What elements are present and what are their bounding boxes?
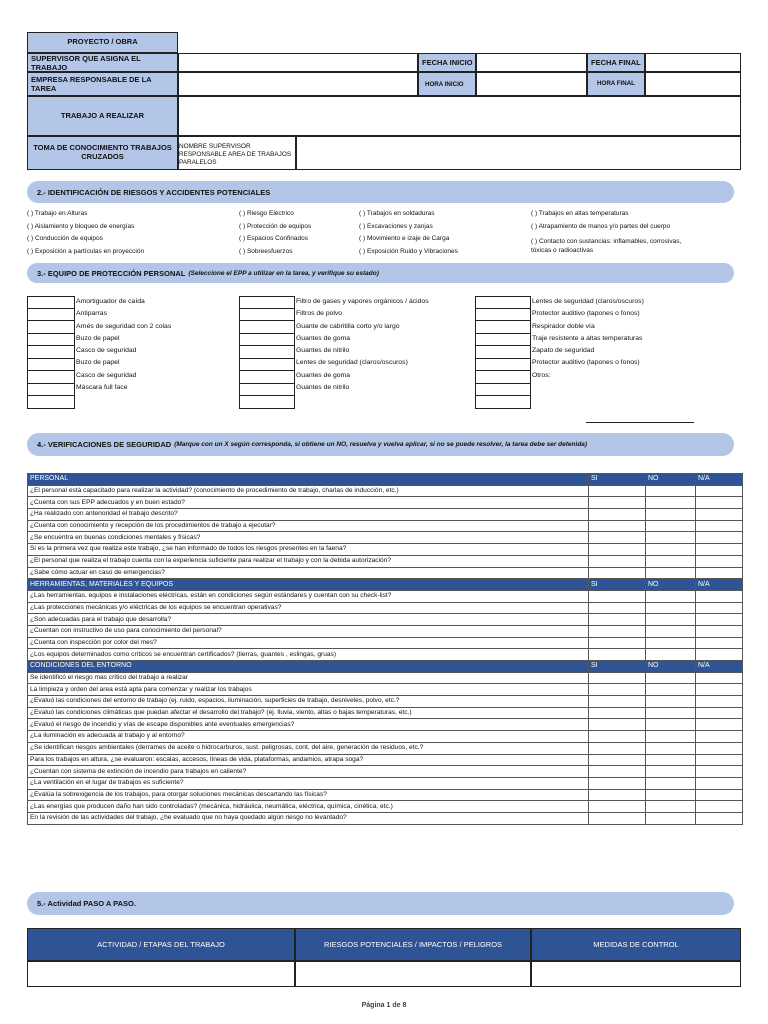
risk-item[interactable]: ( ) Aislamiento y bloqueo de energías [27, 222, 135, 230]
risk-item[interactable]: ( ) Protección de equipos [239, 222, 312, 230]
na-cell[interactable] [696, 532, 743, 544]
no-cell[interactable] [646, 567, 696, 579]
na-cell[interactable] [696, 625, 743, 637]
si-cell[interactable] [589, 777, 646, 789]
na-cell[interactable] [696, 742, 743, 754]
no-cell[interactable] [646, 754, 696, 766]
si-cell[interactable] [589, 742, 646, 754]
epp-item: Guante de cabritilla corto y/o largo [296, 322, 400, 330]
na-cell[interactable] [696, 754, 743, 766]
otros-line[interactable] [586, 422, 694, 423]
no-cell[interactable] [646, 789, 696, 801]
na-cell[interactable] [696, 719, 743, 731]
na-cell[interactable] [696, 637, 743, 649]
na-cell[interactable] [696, 614, 743, 626]
section-3-title: 3.- EQUIPO DE PROTECCIÓN PERSONAL [37, 268, 186, 278]
epp-checkbox[interactable] [475, 359, 531, 372]
question-cell: ¿Cuenta con conocimiento y recepción de los procedimientos de trabajo a ejecutar? [28, 520, 589, 532]
hora-inicio-field[interactable] [476, 72, 587, 96]
risk-column-3 [359, 208, 458, 258]
table-row [28, 731, 743, 743]
question-cell: ¿El personal está capacitado para realizar la actividad? (conocimiento de procedimiento de trabajo, charlas de inducción, etc.) [28, 485, 589, 497]
no-cell[interactable] [646, 696, 696, 708]
table-row [28, 696, 743, 708]
risk-item[interactable]: ( ) Espacios Confinados [239, 235, 309, 242]
group-title: CONDICIONES DEL ENTORNO [28, 661, 589, 673]
si-cell[interactable] [589, 719, 646, 731]
question-cell: ¿Las herramientas, equipos e instalaciones eléctricas, están en condiciones según estándares y cuentan con su check-list? [28, 590, 589, 602]
epp-item: Máscara full face [76, 384, 128, 392]
epp-checkbox[interactable] [239, 371, 295, 384]
epp-item: Otros: [532, 371, 551, 379]
no-cell[interactable] [646, 555, 696, 567]
question-cell: ¿Evaluó las condiciones climáticas que puedan afectar el desarrollo del trabajo? (ej. lluvia, viento, altas o bajas temperaturas, etc.) [28, 707, 589, 719]
si-header: SI [589, 661, 646, 673]
question-cell: ¿Evaluó el riesgo de incendio y vías de escape disponibles ante eventuales emergencias? [28, 719, 589, 731]
si-cell[interactable] [589, 649, 646, 661]
epp-checkbox[interactable] [27, 321, 75, 334]
section-4-title: 4.- VERIFICACIONES DE SEGURIDAD [37, 440, 172, 449]
epp-checkbox[interactable] [27, 296, 75, 309]
table-row [28, 602, 743, 614]
na-cell[interactable] [696, 602, 743, 614]
no-cell[interactable] [646, 532, 696, 544]
epp-column-1 [76, 296, 171, 394]
group-header-row [28, 579, 743, 591]
no-cell[interactable] [646, 614, 696, 626]
section-2-header [27, 181, 734, 203]
question-cell: ¿Evaluó las condiciones del entorno de trabajo (ej. ruido, espacios, iluminación, superficies de trabajo, desniveles, polvo, etc.? [28, 696, 589, 708]
risk-item[interactable]: ( ) Riesgo Eléctrico [239, 210, 294, 217]
risks-cell[interactable] [295, 961, 531, 987]
no-header: NO [646, 579, 696, 591]
question-cell: ¿Cuentan con sistema de extinción de incendio para trabajos en caliente? [28, 766, 589, 778]
risk-item[interactable]: ( ) Trabajo en Alturas [27, 210, 88, 217]
epp-checkbox[interactable] [239, 321, 295, 334]
proyecto-label: PROYECTO / OBRA [27, 32, 178, 53]
na-cell[interactable] [696, 555, 743, 567]
question-cell: ¿Sabe cómo actuar en caso de emergencias? [28, 567, 589, 579]
si-cell[interactable] [589, 485, 646, 497]
table-row [28, 520, 743, 532]
si-cell[interactable] [589, 520, 646, 532]
table-row [28, 766, 743, 778]
si-cell[interactable] [589, 590, 646, 602]
hora-final-label: HORA FINAL [587, 72, 645, 96]
na-cell[interactable] [696, 649, 743, 661]
table-row [28, 672, 743, 684]
no-cell[interactable] [646, 684, 696, 696]
supervisor-field[interactable] [178, 53, 418, 72]
table-row [28, 497, 743, 509]
fecha-inicio-label: FECHA INICIO [418, 53, 476, 72]
si-cell[interactable] [589, 766, 646, 778]
question-cell: En la revisión de las actividades del trabajo, ¿he evaluado que no haya quedado algún riesgo no levantado? [28, 812, 589, 824]
empresa-field[interactable] [178, 72, 418, 96]
epp-checkbox[interactable] [27, 359, 75, 372]
epp-checkbox-column-2 [239, 296, 295, 409]
epp-item: Guantes de nitrilo [296, 347, 350, 355]
si-cell[interactable] [589, 812, 646, 824]
epp-checkbox[interactable] [475, 321, 531, 334]
no-cell[interactable] [646, 777, 696, 789]
nombre-supervisor-field[interactable] [296, 136, 741, 170]
table-row [28, 801, 743, 813]
question-cell: ¿Cuentan con instructivo de uso para conocimiento del personal? [28, 625, 589, 637]
no-cell[interactable] [646, 625, 696, 637]
epp-checkbox[interactable] [475, 371, 531, 384]
fecha-inicio-field[interactable] [476, 53, 587, 72]
epp-item: Guantes de goma [296, 334, 351, 342]
epp-item: Protector auditivo (tapones o fonos) [532, 310, 640, 318]
no-cell[interactable] [646, 590, 696, 602]
section-5-header [27, 892, 734, 915]
epp-checkbox[interactable] [27, 334, 75, 347]
epp-checkbox[interactable] [27, 384, 75, 397]
trabajo-field[interactable] [178, 96, 741, 136]
no-cell[interactable] [646, 707, 696, 719]
epp-checkbox[interactable] [475, 396, 531, 409]
question-cell: Se identificó el riesgo mas crítico del trabajo a realizar [28, 672, 589, 684]
question-cell: ¿Las energías que producen daño han sido controladas? (mecánica, hidráulica, neumática, eléctrica, química, cinética, etc.) [28, 801, 589, 813]
group-title: HERRAMIENTAS, MATERIALES Y EQUIPOS [28, 579, 589, 591]
question-cell: ¿La ventilación en el lugar de trabajos es suficiente? [28, 777, 589, 789]
group-header-row [28, 474, 743, 486]
risk-column-4 [531, 208, 681, 255]
question-cell: ¿El personal que realiza el trabajo cuenta con la experiencia suficiente para realizar el trabajo y con la debida autorización? [28, 555, 589, 567]
table-row [28, 509, 743, 521]
empresa-label: EMPRESA RESPONSABLE DE LA TAREA [27, 72, 178, 96]
na-cell[interactable] [696, 696, 743, 708]
table-row [28, 637, 743, 649]
table-row [28, 812, 743, 824]
risk-item[interactable]: ( ) Atrapamiento de manos y/o partes del cuerpo [531, 222, 671, 230]
risks-column-header: RIESGOS POTENCIALES / IMPACTOS / PELIGROS [295, 928, 531, 961]
epp-checkbox[interactable] [27, 371, 75, 384]
table-row [28, 684, 743, 696]
no-cell[interactable] [646, 637, 696, 649]
risk-item[interactable]: ( ) Contacto con sustancias: inflamables, corrosivas, [531, 238, 682, 245]
epp-item: Guantes de goma [296, 371, 351, 379]
risk-item-continued: tóxicas o radioactivas [531, 247, 594, 254]
question-cell: ¿Evalúa la sobrexigencia de los trabajos, para otorgar soluciones mecánicas descartando las físicas? [28, 789, 589, 801]
table-row [28, 754, 743, 766]
epp-item: Lentes de seguridad (claros/oscuros) [532, 298, 644, 305]
nombre-supervisor-line2: RESPONSABLE AREA DE TRABAJOS [179, 151, 292, 158]
table-row [28, 532, 743, 544]
fecha-final-field[interactable] [645, 53, 741, 72]
risk-column-1 [27, 208, 144, 258]
risk-item[interactable]: ( ) Trabajos en soldaduras [359, 210, 435, 217]
na-cell[interactable] [696, 497, 743, 509]
si-cell[interactable] [589, 789, 646, 801]
epp-column-2 [296, 296, 429, 394]
epp-item: Casco de seguridad [76, 347, 137, 355]
section-3-subtitle: (Seleccione el EPP a utilizar en la tarea, y verifique su estado) [188, 269, 379, 277]
si-cell[interactable] [589, 532, 646, 544]
trabajo-label: TRABAJO A REALIZAR [27, 96, 178, 136]
no-cell[interactable] [646, 497, 696, 509]
epp-checkbox[interactable] [475, 309, 531, 322]
nombre-supervisor-line1: NOMBRE SUPERVISOR [179, 143, 251, 150]
epp-checkbox[interactable] [239, 346, 295, 359]
epp-checkbox[interactable] [239, 384, 295, 397]
risk-item[interactable]: ( ) Trabajos en altas temperaturas [531, 210, 629, 217]
question-cell: ¿Cuenta con sus EPP adecuados y en buen estado? [28, 497, 589, 509]
toma-label: TOMA DE CONOCIMIENTO TRABAJOS CRUZADOS [27, 136, 178, 170]
hora-inicio-label: HORA INICIO [418, 72, 476, 96]
risk-item[interactable]: ( ) Exposición Ruido y Vibraciones [359, 247, 458, 255]
section-4-subtitle: (Marque con un X según corresponda, si obtiene un NO, resuelva y vuelva aplicar, si no se puede resolver, la tarea debe ser detenida) [174, 441, 588, 448]
table-row [28, 789, 743, 801]
page-number: Página 1 de 8 [361, 1002, 407, 1009]
si-cell[interactable] [589, 544, 646, 556]
group-header-row [28, 661, 743, 673]
na-header: N/A [696, 661, 743, 673]
na-cell[interactable] [696, 801, 743, 813]
risk-item[interactable]: ( ) Excavaciones y zanjas [359, 222, 433, 230]
na-cell[interactable] [696, 684, 743, 696]
epp-item: Protector auditivo (tapones o fonos) [532, 359, 640, 367]
epp-checkbox[interactable] [239, 359, 295, 372]
si-cell[interactable] [589, 684, 646, 696]
no-cell[interactable] [646, 509, 696, 521]
nombre-supervisor-label [178, 136, 296, 170]
table-row [28, 742, 743, 754]
epp-item: Traje resistente a altas temperaturas [532, 334, 643, 342]
na-cell[interactable] [696, 509, 743, 521]
risk-item[interactable]: ( ) Movimiento e izaje de Carga [359, 235, 450, 242]
question-cell: ¿Son adecuadas para el trabajo que desarrolla? [28, 614, 589, 626]
epp-item: Guantes de nitrilo [296, 384, 350, 392]
question-cell: ¿La iluminación es adecuada al trabajo y al entorno? [28, 731, 589, 743]
na-cell[interactable] [696, 777, 743, 789]
no-cell[interactable] [646, 801, 696, 813]
epp-item: Respirador doble vía [532, 322, 595, 330]
na-cell[interactable] [696, 672, 743, 684]
epp-item: Casco de seguridad [76, 371, 137, 379]
no-cell[interactable] [646, 649, 696, 661]
no-cell[interactable] [646, 719, 696, 731]
epp-item: Antiparras [76, 310, 107, 318]
epp-item: Buzo de papel [76, 359, 120, 367]
table-row [28, 777, 743, 789]
epp-item: Amortiguador de caída [76, 298, 145, 305]
control-column-header: MEDIDAS DE CONTROL [531, 928, 741, 961]
epp-checkbox-column-3 [475, 296, 531, 409]
epp-item: Filtros de polvo [296, 310, 343, 318]
na-cell[interactable] [696, 766, 743, 778]
epp-checkbox[interactable] [475, 296, 531, 309]
epp-checkbox[interactable] [27, 346, 75, 359]
table-row [28, 544, 743, 556]
si-cell[interactable] [589, 754, 646, 766]
risk-item[interactable]: ( ) Conducción de equipos [27, 235, 103, 242]
si-cell[interactable] [589, 614, 646, 626]
na-cell[interactable] [696, 812, 743, 824]
epp-checkbox[interactable] [239, 396, 295, 409]
na-cell[interactable] [696, 789, 743, 801]
si-cell[interactable] [589, 497, 646, 509]
na-cell[interactable] [696, 707, 743, 719]
section-4-header [27, 433, 734, 456]
question-cell: Si es la primera vez que realiza este trabajo, ¿se han informado de todos los riesgos presentes en la faena? [28, 544, 589, 556]
epp-checkbox[interactable] [475, 384, 531, 397]
table-row [28, 719, 743, 731]
si-cell[interactable] [589, 625, 646, 637]
no-cell[interactable] [646, 731, 696, 743]
no-cell[interactable] [646, 766, 696, 778]
no-header: NO [646, 661, 696, 673]
si-cell[interactable] [589, 696, 646, 708]
na-cell[interactable] [696, 731, 743, 743]
table-row [28, 707, 743, 719]
epp-checkbox[interactable] [239, 296, 295, 309]
si-header: SI [589, 579, 646, 591]
question-cell: ¿Las protecciones mecánicas y/o eléctricas de los equipos se encuentran operativas? [28, 602, 589, 614]
no-cell[interactable] [646, 602, 696, 614]
risk-item[interactable]: ( ) Sobreesfuerzos [239, 247, 293, 255]
si-cell[interactable] [589, 567, 646, 579]
na-cell[interactable] [696, 544, 743, 556]
epp-item: Buzo de papel [76, 334, 120, 342]
si-cell[interactable] [589, 637, 646, 649]
no-cell[interactable] [646, 520, 696, 532]
table-row [28, 625, 743, 637]
question-cell: ¿Ha realizado con anterioridad el trabajo descrito? [28, 509, 589, 521]
no-header: NO [646, 474, 696, 486]
table-row [28, 567, 743, 579]
proyecto-field[interactable] [178, 32, 741, 53]
epp-checkbox[interactable] [475, 346, 531, 359]
question-cell: La limpieza y orden del area está apta para comenzar y realizar los trabajos [28, 684, 589, 696]
group-title: PERSONAL [28, 474, 589, 486]
hora-final-field[interactable] [645, 72, 741, 96]
na-header: N/A [696, 474, 743, 486]
na-cell[interactable] [696, 590, 743, 602]
epp-item: Filtro de gases y vapores orgánicos / ácidos [296, 298, 429, 305]
question-cell: ¿Cuenta con inspección por color del mes? [28, 637, 589, 649]
table-row [28, 555, 743, 567]
supervisor-label: SUPERVISOR QUE ASIGNA EL TRABAJO [27, 53, 178, 72]
si-cell[interactable] [589, 555, 646, 567]
si-cell[interactable] [589, 602, 646, 614]
epp-checkbox-column-1 [27, 296, 75, 409]
epp-checkbox[interactable] [27, 396, 75, 409]
table-row [28, 649, 743, 661]
epp-item: Arnés de seguridad con 2 colas [76, 322, 172, 330]
si-cell[interactable] [589, 672, 646, 684]
epp-item: Zapato de seguridad [532, 347, 595, 355]
question-cell: ¿Se encuentra en buenas condiciones mentales y físicas? [28, 532, 589, 544]
activity-column-header: ACTIVIDAD / ETAPAS DEL TRABAJO [27, 928, 295, 961]
si-cell[interactable] [589, 509, 646, 521]
section-5-title: 5.- Actividad PASO A PASO. [37, 899, 136, 908]
risk-item[interactable]: ( ) Exposición a partículas en proyección [27, 247, 145, 255]
na-cell[interactable] [696, 520, 743, 532]
epp-checkbox[interactable] [475, 334, 531, 347]
epp-column-3 [532, 296, 644, 382]
epp-item: Lentes de seguridad (claros/oscuros) [296, 359, 408, 367]
si-cell[interactable] [589, 707, 646, 719]
na-cell[interactable] [696, 567, 743, 579]
nombre-supervisor-line3: PARALELOS [179, 159, 217, 166]
table-row [28, 590, 743, 602]
question-cell: ¿Se identifican riesgos ambientales (derrames de aceite o hidrocarburos, sust. peligrosas, cont. del aire, generación de residuos, etc.? [28, 742, 589, 754]
section-2-title: 2.- IDENTIFICACIÓN DE RIESGOS Y ACCIDENTES POTENCIALES [37, 187, 271, 197]
no-cell[interactable] [646, 544, 696, 556]
activity-cell[interactable] [27, 961, 295, 987]
risk-column-2 [239, 208, 311, 258]
na-cell[interactable] [696, 485, 743, 497]
question-cell: ¿Los equipos determinados como críticos se encuentran certificados? (tierras, guantes , eslingas, gruas) [28, 649, 589, 661]
no-cell[interactable] [646, 672, 696, 684]
no-cell[interactable] [646, 485, 696, 497]
question-cell: Para los trabajos en altura, ¿se evaluaron: escalas, accesos, líneas de vida, plataformas, andamios, atrapa soga? [28, 754, 589, 766]
no-cell[interactable] [646, 742, 696, 754]
fecha-final-label: FECHA FINAL [587, 53, 645, 72]
no-cell[interactable] [646, 812, 696, 824]
si-cell[interactable] [589, 731, 646, 743]
epp-checkbox[interactable] [239, 309, 295, 322]
epp-checkbox[interactable] [239, 334, 295, 347]
verification-table [27, 473, 743, 825]
section-3-header [27, 263, 734, 283]
si-cell[interactable] [589, 801, 646, 813]
na-header: N/A [696, 579, 743, 591]
epp-checkbox[interactable] [27, 309, 75, 322]
table-row [28, 614, 743, 626]
control-cell[interactable] [531, 961, 741, 987]
table-row [28, 485, 743, 497]
si-header: SI [589, 474, 646, 486]
